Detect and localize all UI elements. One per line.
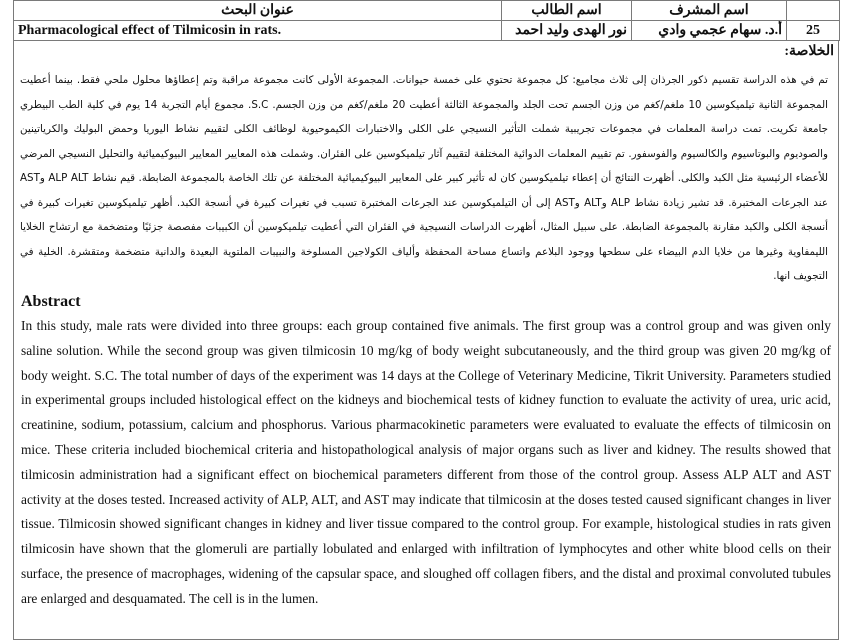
supervisor-name-label: اسم المشرف xyxy=(632,1,787,21)
supervisor-name: أ.د. سهام عجمي وادي xyxy=(632,21,787,41)
entry-number: 25 xyxy=(787,21,840,41)
arabic-summary-heading: الخلاصة: xyxy=(784,44,834,59)
abstract-heading: Abstract xyxy=(21,293,81,310)
header-table xyxy=(13,0,840,41)
student-name: نور الهدى وليد احمد xyxy=(502,21,632,41)
header-labels-row xyxy=(14,1,840,21)
abstract-text: In this study, male rats were divided into three groups: each group contained five animals. The first group was a control group and was given only saline solution. While the second group was given tilmicosin 10 mg/kg of body weight subcutaneously, and the third group was given 20 mg/kg of body weight. S.C. The total number of days of the experiment was 14 days at the College of Veterinary Medicine, Tikrit University. Parameters studied in experimental groups included histological effect on the kidneys and biochemical tests of kidney function to evaluate the activity of urea, uric acid, creatinine, sodium, potassium, calcium and phosphorus. Various pharmacokinetic parameters were evaluated to evaluate the effects of tilmicosin on mice. These criteria included biochemical criteria and histopathological analysis of major organs such as liver and kidney. The results showed that tilmicosin administration had a significant effect on biochemical parameters different from those of the control group. Assess ALP ALT and AST activity at the doses tested. Increased activity of ALP, ALT, and AST may indicate that tilmicosin at the doses tested caused significant changes in liver tissue. Tilmicosin showed significant changes in kidney and liver tissue compared to the control group. For example, histological studies in rats given tilmicosin have shown that the glomeruli are partially lobulated and enlarged with infiltration of lymphocytes and other white blood cells on their surface, the presence of macrophages, widening of the capsular space, and sloughed off collagen fibers, and the distal and proximal convoluted tubules are enlarged and desquamated. The cell is in the lumen. xyxy=(21,318,831,606)
arabic-summary-text: تم في هذه الدراسة تقسيم ذكور الجرذان إلى ثلاث مجاميع: كل مجموعة تحتوي على خمسة حيوانات. المجموعة الأولى كانت مجموعة مراقبة وتم إعطاؤها محلول ملحي فقط. بينما أعطيت المجموعة الثانية تيلميكوسين 10 ملغم/كغم من وزن الجسم تحت الجلد والمجموعة الثالثة أعطيت 20 ملغم/كغم من وزن الجسم. S.C. مجموع أيام التجربة 14 يوم في كلية الطب البيطري جامعة تكريت. تمت دراسة المعلمات في مجموعات تجريبية شملت التأثير النسيجي على الكلى والاختبارات الكيموحيوية لوظائف الكلى لتقييم نشاط اليوريا وحمض البوليك والكرياتينين والصوديوم والبوتاسيوم والكالسيوم والفوسفور. تم تقييم المعلمات الدوائية المختلفة لتقييم آثار تيلميكوسين على الفئران. وشملت هذه المعايير المعايير البيوكيميائية والتحليل النسيجي المرضي للأعضاء الرئيسية مثل الكبد والكلى. أظهرت النتائج أن إعطاء تيلميكوسين كان له تأثير كبير على المعايير البيوكيميائية المختلفة عن تلك الخاصة بالمجموعة الضابطة. قيم نشاط ALP ALT وAST عند الجرعات المختبرة. قد تشير زيادة نشاط ALP وALT وAST إلى أن التيلميكوسين عند الجرعات المختبرة تسبب في تغيرات كبيرة في أنسجة الكبد. أظهر تيلميكوسين تغيرات كبيرة في أنسجة الكلى والكبد مقارنة بالمجموعة الضابطة. على سبيل المثال، أظهرت الدراسات النسيجية في الفئران التي أعطيت تيلميكوسين أن الكبيبات مفصصة جزئيًا ومتضخمة مع ارتشاح الخلايا الليمفاوية وغيرها من خلايا الدم البيضاء على سطحها ووجود البلاعم واتساع مساحة المحفظة وألياف الكولاجين المسلوخة والنبيبات الملتوية البعيدة والدانية متضخمة ومتقشرة. الخلية في التجويف انها. xyxy=(20,74,829,282)
student-name-label: اسم الطالب xyxy=(502,1,632,21)
document-page xyxy=(13,0,839,640)
research-title: Pharmacological effect of Tilmicosin in rats. xyxy=(14,21,502,41)
research-title-label: عنوان البحث xyxy=(14,1,502,21)
empty-header-cell xyxy=(787,1,840,21)
header-values-row xyxy=(14,21,840,41)
summary-box xyxy=(13,41,839,640)
